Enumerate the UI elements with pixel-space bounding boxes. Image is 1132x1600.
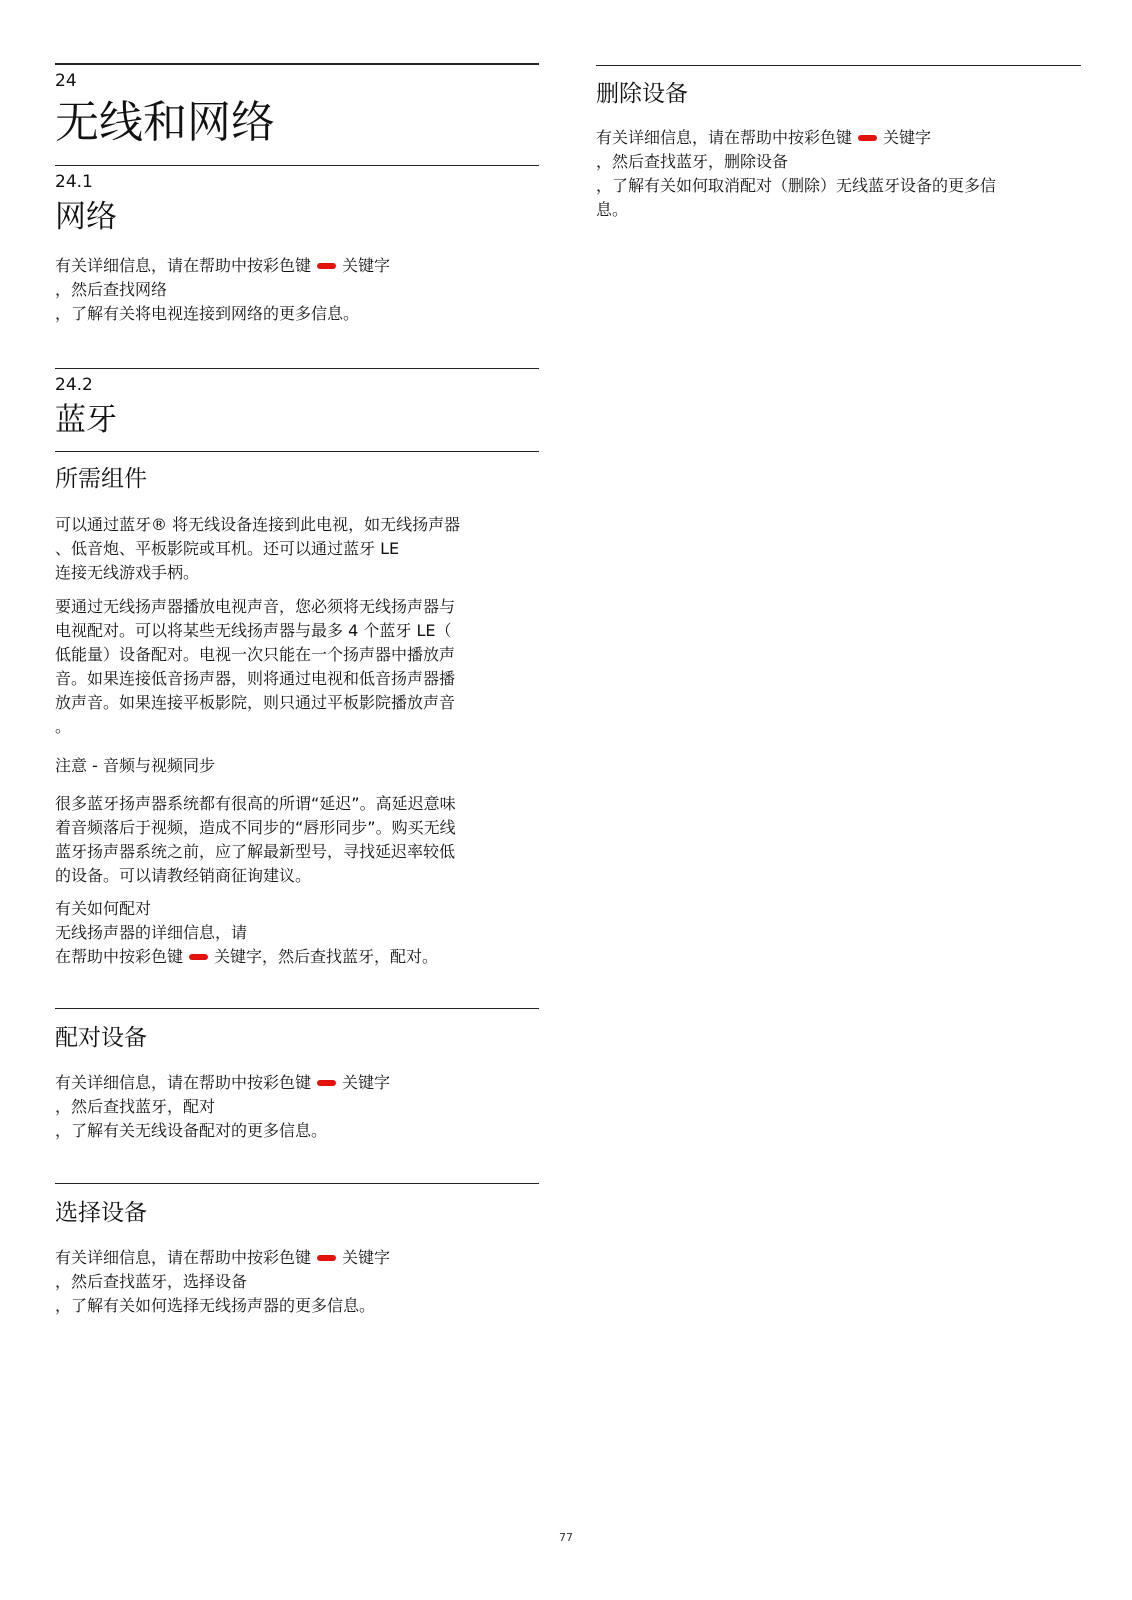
paragraph-line: 在帮助中按彩色键 关键字，然后查找蓝牙，配对。 (55, 947, 439, 966)
paragraph-line: 电视配对。可以将某些无线扬声器与最多 4 个蓝牙 LE（ (55, 621, 452, 640)
red-color-key-icon (317, 263, 336, 269)
subsection-rule-select (55, 1183, 539, 1184)
paragraph-line: 有关详细信息，请在帮助中按彩色键 关键字 (55, 256, 391, 275)
section-number-bluetooth: 24.2 (55, 375, 93, 395)
paragraph-line: 有关详细信息，请在帮助中按彩色键 关键字 (55, 1073, 391, 1092)
paragraph-line: 低能量）设备配对。电视一次只能在一个扬声器中播放声 (55, 645, 456, 664)
paragraph-line: 的设备。可以请教经销商征询建议。 (55, 866, 312, 885)
paragraph-line: ，了解有关如何选择无线扬声器的更多信息。 (55, 1296, 376, 1315)
section-rule-bluetooth (55, 368, 539, 369)
chapter-title: 无线和网络 (55, 97, 275, 148)
paragraph-line: 很多蓝牙扬声器系统都有很高的所谓“延迟”。高延迟意味 (55, 794, 456, 813)
requirements-paragraph-3 (55, 792, 539, 888)
subsection-title-pair: 配对设备 (55, 1025, 147, 1051)
red-color-key-icon (317, 1080, 336, 1086)
red-color-key-icon (189, 954, 208, 960)
section-rule-network (55, 165, 539, 166)
note-heading: 注意 - 音频与视频同步 (55, 756, 215, 775)
paragraph-line: 息。 (596, 200, 629, 219)
red-color-key-icon (858, 135, 877, 141)
section-title-network: 网络 (55, 199, 117, 235)
requirements-paragraph-4 (55, 897, 539, 969)
subsection-rule-requirements (55, 451, 539, 452)
paragraph-line: 蓝牙扬声器系统之前，应了解最新型号，寻找延迟率较低 (55, 842, 456, 861)
chapter-number: 24 (55, 71, 77, 91)
paragraph-line: ，了解有关如何取消配对（删除）无线蓝牙设备的更多信 (596, 176, 997, 195)
subsection-title-remove: 删除设备 (596, 81, 688, 107)
paragraph-line: 有关详细信息，请在帮助中按彩色键 关键字 (55, 1248, 391, 1267)
paragraph-line: ，了解有关无线设备配对的更多信息。 (55, 1121, 328, 1140)
page-number: 77 (559, 1531, 573, 1544)
paragraph-line: 、低音炮、平板影院或耳机。还可以通过蓝牙 LE (55, 539, 400, 558)
subsection-title-select: 选择设备 (55, 1200, 147, 1226)
paragraph-line: 要通过无线扬声器播放电视声音，您必须将无线扬声器与 (55, 597, 456, 616)
subsection-rule-pair (55, 1008, 539, 1009)
subsection-rule-remove (596, 65, 1081, 66)
section-title-bluetooth: 蓝牙 (55, 402, 117, 438)
paragraph-line: 连接无线游戏手柄。 (55, 563, 200, 582)
remove-paragraph (596, 126, 1081, 222)
paragraph-line: 无线扬声器的详细信息，请 (55, 923, 248, 942)
paragraph-line: 有关如何配对 (55, 899, 152, 918)
paragraph-line: 。 (55, 717, 72, 736)
pair-paragraph (55, 1071, 539, 1143)
paragraph-line: 有关详细信息，请在帮助中按彩色键 关键字 (596, 128, 932, 147)
paragraph-line: ，然后查找蓝牙，选择设备 (55, 1272, 248, 1291)
paragraph-line: ，了解有关将电视连接到网络的更多信息。 (55, 304, 360, 323)
red-color-key-icon (317, 1255, 336, 1261)
paragraph-line: ，然后查找蓝牙，配对 (55, 1097, 216, 1116)
section-number-network: 24.1 (55, 172, 93, 192)
paragraph-line: 音。如果连接低音扬声器，则将通过电视和低音扬声器播 (55, 669, 456, 688)
paragraph-line: ，然后查找网络 (55, 280, 168, 299)
paragraph-line: 可以通过蓝牙® 将无线设备连接到此电视，如无线扬声器 (55, 515, 461, 534)
chapter-rule (55, 63, 539, 65)
network-paragraph (55, 254, 539, 326)
paragraph-line: ，然后查找蓝牙，删除设备 (596, 152, 789, 171)
paragraph-line: 放声音。如果连接平板影院，则只通过平板影院播放声音 (55, 693, 456, 712)
requirements-paragraph-2 (55, 595, 539, 739)
select-paragraph (55, 1246, 539, 1318)
requirements-paragraph-1 (55, 513, 539, 585)
paragraph-line: 着音频落后于视频，造成不同步的“唇形同步”。购买无线 (55, 818, 456, 837)
subsection-title-requirements: 所需组件 (55, 466, 147, 492)
